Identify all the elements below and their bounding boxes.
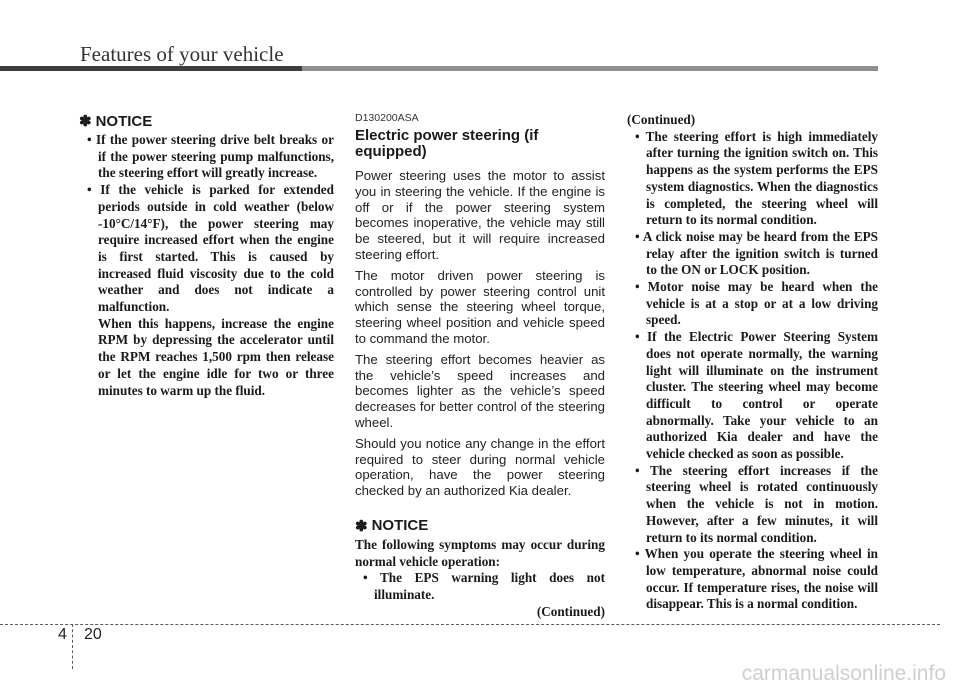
list-item-text: The EPS warning light does not illuminate. (374, 570, 605, 603)
list-item: • If the vehicle is parked for extended periods outside in cold weather (below -10°C/14°F), the power steering may require increased effort when the engine is first started. This is caused by increased fluid viscosity due to the cold weather and does not indicate a malfunction. When this happens, increase the engine RPM by depressing the accelerator until the RPM reaches 1,500 rpm then release or let the engine idle for two or three minutes to warm up the fluid. (87, 182, 334, 398)
list-item-text: If the power steering drive belt breaks or if the power steering pump malfunctions, the steering effort will greatly increase. (95, 132, 334, 181)
list-item: • The EPS warning light does not illuminate. (363, 570, 605, 603)
notice-star-icon: ✽ (355, 517, 368, 535)
list-item-text: When you operate the steering wheel in low temperature, abnormal noise could occur. If temperature rises, the noise will disappear. This is a normal condition. (644, 546, 878, 612)
list-item-text: Motor noise may be heard when the vehicle is at a stop or at a low driving speed. (646, 279, 879, 328)
list-item-text: If the Electric Power Steering System does not operate normally, the warning light will illuminate on the instrument cluster. The steering wheel may become difficult to control or operate abnormally. Take your vehicle to an authorized Kia dealer and have the vehicle checked as soon as possible. (646, 329, 878, 462)
list-item-text: The steering effort increases if the steering wheel is rotated continuously when the vehicle is not in motion. However, after a few minutes, it will return to its normal condition. (646, 462, 878, 545)
header-rule-accent (0, 66, 302, 71)
section-title: Electric power steering (if equipped) (355, 127, 539, 160)
page-header-title: Features of your vehicle (80, 42, 284, 66)
list-item: • The steering effort increases if the steering wheel is rotated continuously when the vehicle is not in motion. However, after a few minutes, it will return to its normal condition. (635, 462, 878, 545)
notice-bullet-list (79, 132, 334, 399)
footer-rule (0, 624, 940, 625)
list-item: • Motor noise may be heard when the vehicle is at a stop or at a low driving speed. (635, 279, 879, 328)
continued-label: (Continued) (627, 112, 696, 127)
continued-label: (Continued) (536, 603, 605, 619)
notice-intro: The following symptoms may occur during normal vehicle operation: (355, 536, 605, 569)
list-item-text: A click noise may be heard from the EPS relay after the ignition switch is turned to the ON or LOCK position. (642, 228, 879, 278)
body-paragraph: Power steering uses the motor to assist you in steering the vehicle. If the engine is off or if the power steering system becomes inoperative, the vehicle may still be steered, but it will require increased steering effort. (355, 168, 605, 262)
body-paragraph: The motor driven power steering is controlled by power steering control unit which sense the steering wheel torque, steering wheel position and vehicle speed to command the motor. (355, 267, 605, 346)
list-item: • When you operate the steering wheel in low temperature, abnormal noise could occur. If temperature rises, the noise will disappear. This is a normal condition. (635, 546, 878, 612)
list-item-text: If the vehicle is parked for extended periods outside in cold weather (below -10°C/14°F), the power steering may require increased effort when the engine is first started. This is caused by increased fluid viscosity due to the cold weather and does not indicate a malfunction. (98, 182, 334, 315)
notice-bullet-list (355, 570, 605, 603)
notice-heading-label: NOTICE (95, 112, 153, 130)
column-right (627, 112, 878, 613)
column-middle (355, 112, 605, 620)
notice-heading (355, 517, 605, 535)
body-paragraph: The steering effort becomes heavier as the vehicle’s speed increases and becomes lighter as the vehicle’s speed decreases for better control of the steering wheel. (355, 351, 605, 430)
watermark: carmanualsonline.info (741, 662, 946, 685)
notice-star-icon: ✽ (79, 113, 92, 130)
footer-divider (72, 624, 73, 669)
chapter-number: 4 (58, 626, 67, 643)
page-number: 20 (84, 626, 102, 643)
notice-bullet-list (627, 129, 878, 613)
notice-heading-label: NOTICE (371, 517, 429, 535)
notice-heading (79, 112, 334, 130)
list-item: • The steering effort is high immediately after turning the ignition switch on. This happens as the system performs the EPS system diagnostics. When the diagnostics is completed, the steering wheel will return to its normal condition. (635, 128, 878, 228)
list-item: • A click noise may be heard from the EPS relay after the ignition switch is turned to the ON or LOCK position. (635, 228, 879, 278)
list-item: • If the power steering drive belt breaks or if the power steering pump malfunctions, the steering effort will greatly increase. (87, 132, 334, 181)
list-item-continuation: When this happens, increase the engine RPM by depressing the accelerator until the RPM reaches 1,500 rpm then release or let the engine idle for two or three minutes to warm up the fluid. (98, 315, 334, 398)
list-item-text: The steering effort is high immediately after turning the ignition switch on. This happens as the system performs the EPS system diagnostics. When the diagnostics is completed, the steering wheel will return to its normal condition. (645, 128, 878, 228)
column-left (79, 112, 334, 399)
list-item: • If the Electric Power Steering System does not operate normally, the warning light will illuminate on the instrument cluster. The steering wheel may become difficult to control or operate abnormally. Take your vehicle to an authorized Kia dealer and have the vehicle checked as soon as possible. (635, 329, 878, 462)
section-code: D130200ASA (355, 112, 419, 124)
body-paragraph: Should you notice any change in the effort required to steer during normal vehicle operation, have the power steering checked by an authorized Kia dealer. (355, 435, 605, 499)
